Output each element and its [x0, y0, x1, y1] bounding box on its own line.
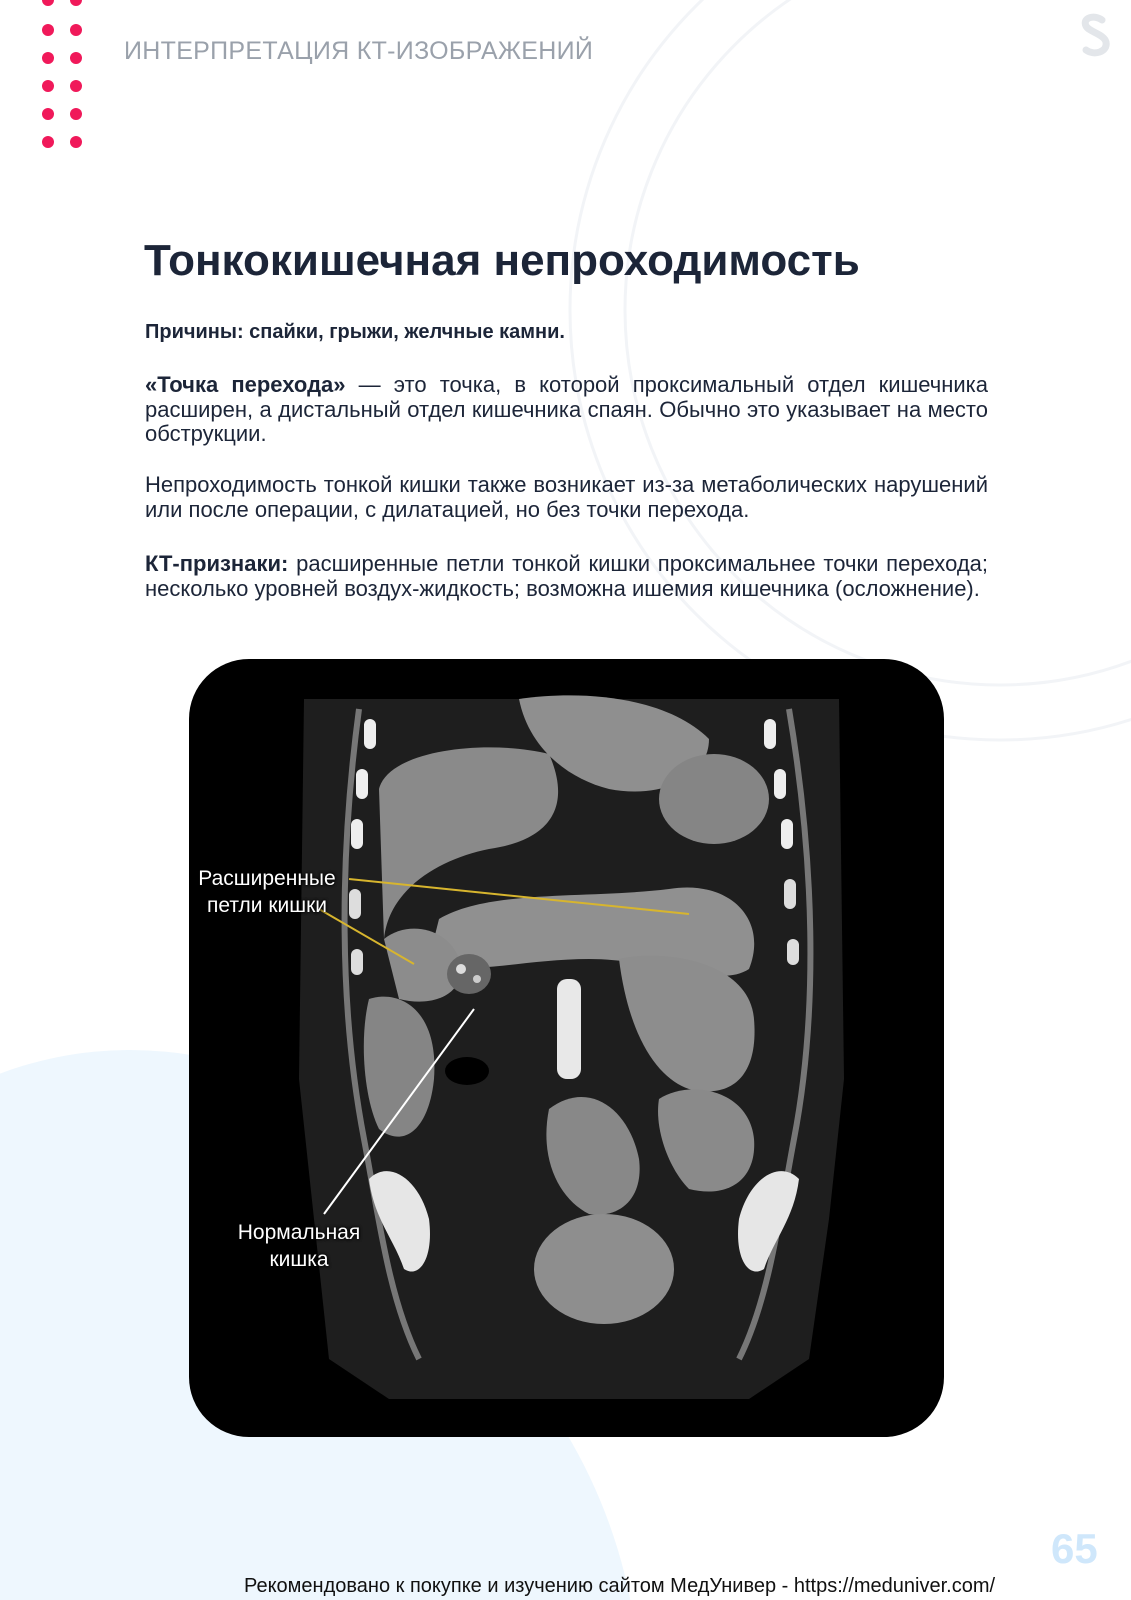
- metabolic-paragraph: Непроходимость тонкой кишки также возникает из-за метаболических нарушений или после операции, с дилатацией, но без точки перехода.: [145, 472, 988, 522]
- transition-point-paragraph: [145, 373, 988, 447]
- ct-signs-term: КТ-признаки:: [145, 551, 289, 576]
- label-normal-bowel: Нормальная кишка: [237, 1221, 361, 1271]
- page-number: 65: [1051, 1525, 1098, 1572]
- section-header: ИНТЕРПРЕТАЦИЯ КТ-ИЗОБРАЖЕНИЙ: [124, 37, 594, 65]
- footer-note: Рекомендовано к покупке и изучению сайтом МедУнивер - https://meduniver.com/: [244, 1575, 996, 1597]
- decorative-dots: [40, 0, 90, 160]
- transition-point-term: «Точка перехода»: [145, 372, 346, 397]
- ct-signs-text: расширенные петли тонкой кишки проксимальнее точки перехода; несколько уровней воздух-жидкость; возможна ишемия кишечника (осложнение).: [145, 551, 988, 601]
- page-title: Тонкокишечная непроходимость: [144, 236, 860, 285]
- ct-scan-icon: [189, 659, 944, 1437]
- causes-paragraph: Причины: спайки, грыжи, желчные камни.: [145, 321, 565, 343]
- s-logo-icon: [1076, 12, 1116, 58]
- ct-signs-paragraph: [145, 552, 988, 601]
- ct-figure: [189, 659, 944, 1437]
- transition-point-text: — это точка, в которой проксимальный отдел кишечника расширен, а дистальный отдел кишечника спаян. Обычно это указывает на место обструкции.: [145, 372, 988, 446]
- label-dilated-loops: Расширенные петли кишки: [198, 867, 336, 917]
